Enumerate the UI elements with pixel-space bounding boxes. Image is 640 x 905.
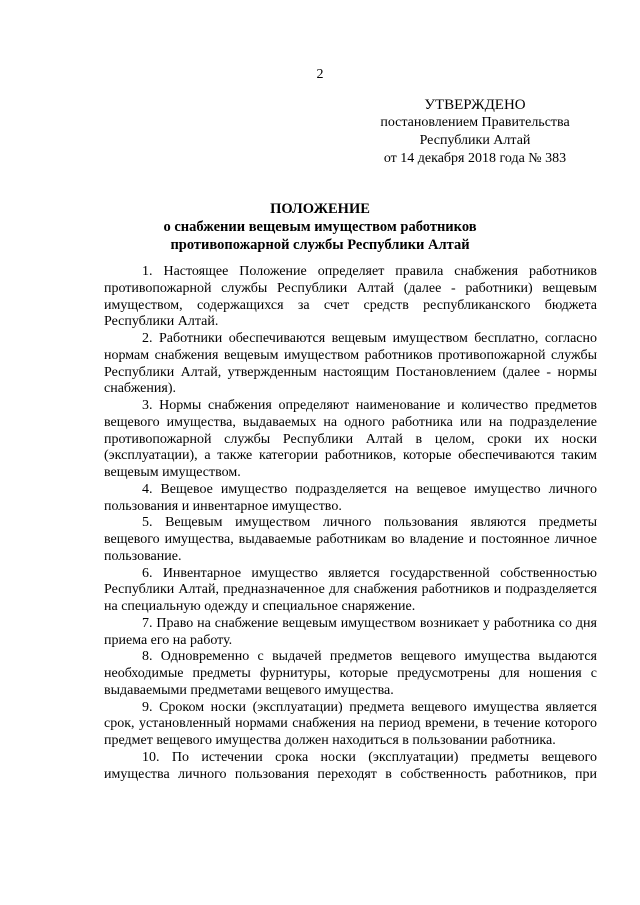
paragraph-4: 4. Вещевое имущество подразделяется на вещевое имущество личного пользования и инвентарное имущество. [104,481,597,514]
paragraph-7: 7. Право на снабжение вещевым имуществом возникает у работника со дня приема его на работу. [104,615,597,648]
title-line-2: противопожарной службы Республики Алтай [170,237,470,253]
paragraph-9: 9. Сроком носки (эксплуатации) предмета вещевого имущества является срок, установленный нормами снабжения на период времени, в течение которого предмет вещевого имущества должен находиться в пользовании работника. [104,699,597,748]
approval-line-3: от 14 декабря 2018 года № 383 [383,151,567,166]
title-line-1: о снабжении вещевым имуществом работников [163,219,477,235]
paragraph-8: 8. Одновременно с выдачей предметов вещевого имущества выдаются необходимые предметы фурнитуры, которые предусмотрены для ношения с выдаваемыми предметами вещевого имущества. [104,649,597,698]
paragraph-10: 10. По истечении срока носки (эксплуатации) предметы вещевого имущества личного пользования переходят в собственность работников, при [104,749,597,782]
approval-line-1: постановлением Правительства [380,115,570,130]
paragraph-3: 3. Нормы снабжения определяют наименование и количество предметов вещевого имущества, выдаваемых на одного работника или на подразделение противопожарной службы Республики Алтай в целом, сроки их носки (эксплуатации), а также категории работников, которые обеспечиваются таким вещевым имуществом. [104,398,597,480]
approval-heading: УТВЕРЖДЕНО [424,97,526,113]
title-heading: ПОЛОЖЕНИЕ [270,201,370,217]
paragraph-5: 5. Вещевым имуществом личного пользования являются предметы вещевого имущества, выдаваемые работникам во владение и постоянное личное пользование. [104,515,597,564]
approval-line-2: Республики Алтай [419,133,531,148]
page-number: 2 [316,67,324,82]
paragraph-1: 1. Настоящее Положение определяет правила снабжения работников противопожарной службы Республики Алтай (далее - работники) вещевым имуществом, содержащихся за счет средств республиканского бюджета Республики Алтай. [104,264,597,330]
document-title [120,200,520,254]
paragraph-6: 6. Инвентарное имущество является государственной собственностью Республики Алтай, предназначенное для снабжения работников и подразделяется на специальную одежду и специальное снаряжение. [104,565,597,614]
document-body [104,264,597,783]
paragraph-2: 2. Работники обеспечиваются вещевым имуществом бесплатно, согласно нормам снабжения вещевым имуществом работников противопожарной службы Республики Алтай, утвержденным настоящим Постановлением (далее - нормы снабжения). [104,331,597,397]
approval-block [330,96,620,168]
